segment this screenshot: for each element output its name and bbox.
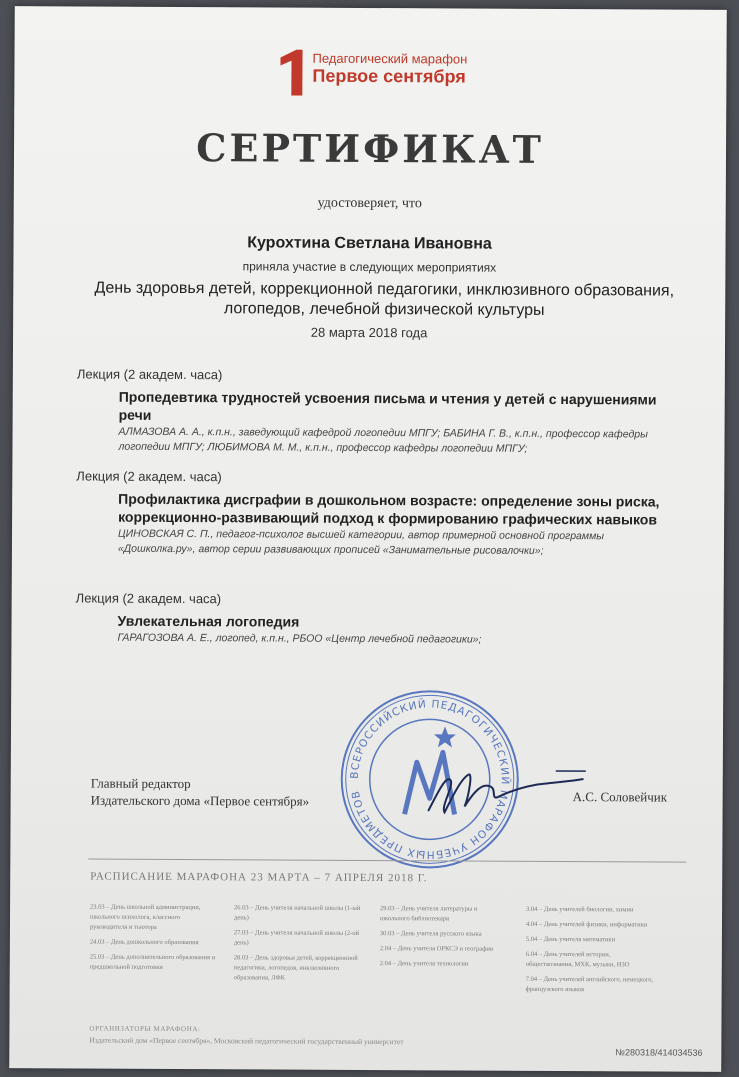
- lecture-authors: ГАРАГОЗОВА А. Е., логопед, к.п.н., РБОО «Центр лечебной педагогики»;: [117, 631, 482, 646]
- certificate-sheet: [9, 6, 727, 1072]
- schedule-item: 7.04 – День учителей английского, немецкого, французского языков: [525, 975, 654, 994]
- schedule-item: 25.03 – День дополнительного образования и предшкольной подготовки: [89, 953, 216, 971]
- lecture-type: Лекция (2 академ. часа): [75, 590, 222, 607]
- participation-text: приняла участие в следующих мероприятиях: [242, 259, 497, 275]
- schedule-item: 2.04 – День учителя ОРКСЭ и географии: [379, 945, 494, 953]
- certificate-title: СЕРТИФИКАТ: [196, 125, 545, 172]
- schedule-item: 29.03 – День учителя литературы и школьного библиотекаря: [379, 905, 478, 923]
- lecture-item: [76, 366, 684, 457]
- certificate-number: №280318/414034536: [615, 1047, 703, 1058]
- lecture-type: Лекция (2 академ. часа): [76, 366, 223, 383]
- lecture-item: [75, 590, 683, 648]
- schedule-item: 4.04 – День учителей физики, информатики: [525, 920, 648, 929]
- schedule-item: 30.03 – День учителя русского языка: [379, 930, 482, 938]
- lecture-type: Лекция (2 академ. часа): [76, 468, 222, 485]
- schedule-item: 23.03 – День школьной администрации, школьного психолога, классного руководителя и тьютора: [89, 903, 201, 931]
- organizers-label: ОРГАНИЗАТОРЫ МАРАФОНА:: [89, 1024, 201, 1034]
- lecture-item: [76, 468, 684, 559]
- editor-signature: [421, 760, 591, 821]
- lecture-title: Увлекательная логопедия: [117, 612, 300, 630]
- stamp-star-icon: [434, 726, 456, 747]
- schedule-item: 3.04 – День учителей биологии, химии: [526, 905, 634, 914]
- schedule-column: [234, 903, 362, 989]
- logo-subtitle: Педагогический марафон: [312, 50, 468, 67]
- schedule-item: 6.04 – День учителей истории, обществознания, МХК, музыки, ИЗО: [525, 950, 630, 969]
- schedule-item: 24.03 – День дошкольного образования: [89, 938, 199, 947]
- schedule-column: [526, 905, 654, 1001]
- event-date: 28 марта 2018 года: [310, 324, 428, 341]
- schedule-item: 5.04 – День учителя математики: [525, 935, 616, 944]
- schedule-item: 28.03 – День здоровья детей, коррекционной педагогики, логопедов, инклюзивного образования, ЛФК: [233, 954, 358, 982]
- editor-position-line2: Издательского дома «Первое сентября»: [90, 792, 310, 809]
- lecture-authors: ЦИНОВСКАЯ С. П., педагог-психолог высшей категории, автор примерной основной программы «Дошколка.ру», автор серии развивающих прописей «Занимательные рисовалочки»;: [117, 527, 605, 557]
- schedule-item: 2.04 – День учителя технологии: [379, 960, 469, 968]
- lecture-authors: АЛМАЗОВА А. А., к.п.н., заведующий кафедрой логопедии МПГУ; БАБИНА Г. В., к.п.н., профессор кафедры логопедии МПГУ; ЛЮБИМОВА М. М., к.п.н., профессор кафедры логопедии МПГУ;: [118, 425, 648, 455]
- schedule-item: 26.03 – День учителя начальной школы (1-ый день): [233, 904, 361, 922]
- organizers-text: Издательский дом «Первое сентября», Московский педагогический государственный университет: [89, 1035, 404, 1047]
- editor-position-line1: Главный редактор: [90, 775, 191, 792]
- logo-number-one-icon: [276, 50, 306, 96]
- lecture-title: Профилактика дисграфии в дошкольном возрасте: определение зоны риска, коррекционно-развивающий подход к формированию графических навыков: [118, 490, 660, 528]
- editor-position: [91, 775, 310, 810]
- editor-name: А.С. Соловейчик: [572, 789, 668, 805]
- schedule-item: 27.03 – День учителя начальной школы (2-ой день): [233, 929, 360, 947]
- schedule-column: [380, 904, 508, 975]
- schedule-column: [90, 903, 218, 979]
- event-title: День здоровья детей, коррекционной педагогики, инклюзивного образования, логопедов, лечебной физической культуры: [94, 279, 675, 319]
- recipient-name: Курохтина Светлана Ивановна: [247, 234, 492, 253]
- stamp-ring-text: ВСЕРОССИЙСКИЙ ПЕДАГОГИЧЕСКИЙ МАРАФОН УЧЕБНЫХ ПРЕДМЕТОВ: [348, 698, 511, 861]
- lecture-title: Пропедевтика трудностей усвоения письма и чтения у детей с нарушениями речи: [118, 388, 657, 423]
- logo-title: Первое сентября: [312, 65, 466, 87]
- certifies-text: удостоверяет, что: [317, 195, 422, 212]
- schedule-title: РАСПИСАНИЕ МАРАФОНА 23 МАРТА – 7 АПРЕЛЯ 2018 Г.: [90, 870, 428, 885]
